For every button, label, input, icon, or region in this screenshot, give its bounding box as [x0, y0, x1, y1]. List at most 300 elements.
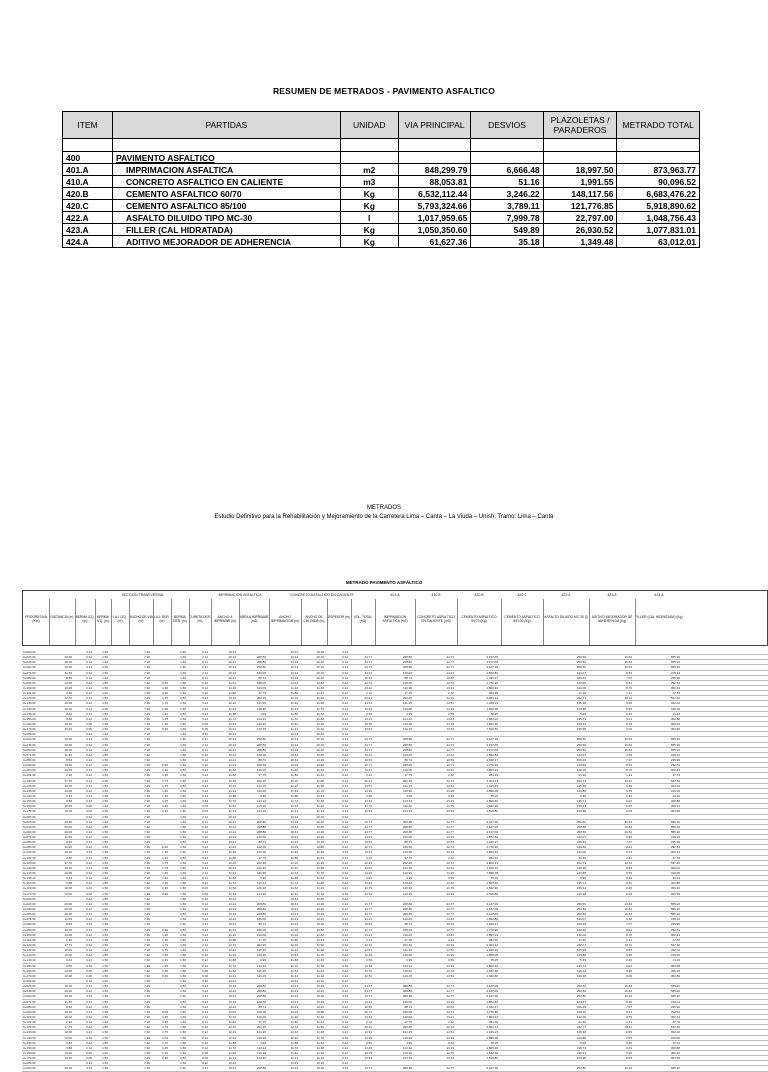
table-cell: 0.06	[86, 721, 92, 726]
table-cell: 8.61	[626, 763, 632, 768]
table-cell: 1.41	[626, 855, 632, 860]
table-cell: 208.80	[402, 742, 412, 747]
table-cell: 11.72	[290, 881, 298, 886]
table-cell: 17.75	[258, 691, 266, 696]
table-cell: 0+060.00	[23, 665, 36, 670]
detail-table	[22, 590, 768, 1071]
table-cell: 10.44	[228, 650, 236, 654]
table-cell: 0+100.00	[23, 932, 36, 937]
table-cell: 136.98	[576, 809, 586, 814]
table-cell: 14.51	[446, 701, 454, 706]
table-cell: 0.12	[342, 685, 348, 690]
table-cell: 10.44	[228, 922, 236, 927]
table-cell: 1.50	[180, 691, 186, 696]
table-cell: 1.20	[162, 768, 168, 773]
table-cell: 121.15	[402, 1030, 412, 1035]
table-cell: 0+140.00	[23, 871, 36, 876]
table-cell: 0.12	[342, 701, 348, 706]
table-cell: 0.06	[202, 968, 208, 973]
table-cell: 1.50	[102, 783, 108, 788]
table-cell: 1.50	[102, 984, 108, 989]
table-cell: 11.04	[228, 927, 236, 932]
table-cell: 2.12	[448, 1020, 454, 1025]
detail-group-label: 420.B	[474, 593, 484, 597]
table-cell: 0.12	[86, 901, 92, 906]
table-cell: 11.50	[64, 917, 72, 922]
table-cell: 20.00	[64, 819, 72, 824]
table-cell: 11.40	[228, 1014, 236, 1019]
table-cell: 0.12	[86, 752, 92, 757]
table-cell: 1,810.80	[486, 973, 498, 978]
table-cell: 7.20	[144, 768, 150, 773]
table-cell: 1.50	[102, 793, 108, 798]
detail-column-header: AREA A IMPRIMAR (m2)	[239, 615, 269, 623]
table-cell: 4.99	[406, 876, 412, 881]
table-cell: 1.50	[180, 840, 186, 845]
table-cell: 7.20	[144, 706, 150, 711]
table-cell: 0.12	[202, 691, 208, 696]
table-cell: 116.20	[403, 886, 412, 891]
table-cell: 1.50	[180, 804, 186, 809]
table-cell: 2.30	[66, 855, 72, 860]
table-cell: 16.11	[624, 1025, 632, 1030]
table-cell: 0.06	[202, 809, 208, 814]
table-cell: 1.50	[102, 989, 108, 994]
table-cell: 11.64	[316, 711, 324, 716]
detail-column-header: DISTANCIA (m)	[50, 615, 74, 619]
table-cell: 319.06	[670, 788, 680, 793]
table-row	[63, 212, 700, 224]
table-cell: 0.12	[342, 850, 348, 855]
table-cell: 0+000.00	[23, 814, 36, 819]
table-cell: 0.12	[202, 855, 208, 860]
row-desc: FILLER (CAL HIDRATADA)	[126, 224, 233, 235]
table-cell: 0+130.00	[23, 865, 36, 870]
table-cell: 0.12	[342, 716, 348, 721]
column-divider	[415, 599, 416, 645]
table-cell: 129.60	[576, 845, 586, 850]
table-cell: 0+102.30	[23, 691, 36, 696]
table-cell: 292.54	[670, 763, 680, 768]
table-cell: 13.43	[446, 716, 454, 721]
table-cell: 13.24	[672, 876, 680, 881]
table-cell: 13.43	[364, 716, 372, 721]
table-cell: 242.71	[576, 943, 586, 948]
table-cell: 0.12	[86, 840, 92, 845]
table-cell: 11.90	[316, 778, 324, 783]
table-cell: 7.20	[144, 855, 150, 860]
table-cell: 9.09	[626, 809, 632, 814]
table-cell: 7.20	[144, 742, 150, 747]
table-cell: 12.22	[228, 701, 236, 706]
table-cell: 13.54	[364, 891, 372, 896]
table-cell: 208.80	[402, 912, 412, 917]
detail-column-header: BERMA IZQ. (m)	[75, 615, 95, 623]
table-cell: 14.51	[364, 701, 372, 706]
table-cell: 0.12	[202, 1004, 208, 1009]
table-cell: 0.12	[202, 752, 208, 757]
row-desc: CEMENTO ASFALTICO 85/100	[126, 200, 247, 211]
detail-column-header: ANCHO A IMPRIMAR (m)	[213, 615, 237, 623]
table-cell: 1.50	[180, 891, 186, 896]
table-cell: 1,803.94	[486, 768, 498, 773]
table-cell: 0.12	[342, 840, 348, 845]
table-cell: 1,890.08	[486, 706, 498, 711]
table-cell: 11.04	[228, 680, 236, 685]
table-cell: 12.22	[228, 783, 236, 788]
table-cell: 9.56	[626, 999, 632, 1004]
table-cell: 11.90	[316, 696, 324, 701]
table-cell: 12.71	[364, 763, 372, 768]
table-cell: 10.44	[290, 732, 298, 737]
table-cell: 0.12	[86, 927, 92, 932]
table-cell: 0.12	[342, 855, 348, 860]
table-cell: 14.29	[446, 871, 454, 876]
table-cell: 1,842.90	[486, 721, 498, 726]
table-cell: 0+140.42	[23, 1040, 36, 1045]
table-cell: 0.12	[202, 881, 208, 886]
table-cell: 0.12	[86, 742, 92, 747]
table-cell: 1,890.08	[486, 1035, 498, 1040]
detail-group-label: 420.C	[517, 593, 527, 597]
table-cell: 106.49	[576, 675, 586, 680]
table-cell: 1.20	[162, 804, 168, 809]
table-cell: 47.76	[672, 1020, 680, 1025]
table-cell: 1,810.80	[486, 727, 498, 732]
row-plaz: 148,117.56	[543, 188, 617, 200]
table-cell: 139.44	[576, 968, 586, 973]
table-cell: 10.00	[64, 953, 72, 958]
table-cell: 10.00	[64, 948, 72, 953]
table-cell: 9.26	[626, 968, 632, 973]
table-cell: 309.20	[670, 886, 680, 891]
table-cell: 14.24	[364, 670, 372, 675]
row-code: 401.A	[63, 164, 113, 176]
detail-column-header: VOL. TOTAL (m3)	[353, 615, 373, 623]
table-cell: 1,803.40	[486, 881, 498, 886]
table-cell: 1.50	[102, 670, 108, 675]
table-cell: 11.88	[290, 1040, 298, 1045]
table-cell: 1,320.37	[486, 840, 498, 845]
table-cell: 8.61	[626, 1009, 632, 1014]
table-cell: 0.12	[342, 788, 348, 793]
table-cell: 1.50	[102, 1061, 108, 1066]
table-cell: 114.15	[257, 809, 266, 814]
table-cell: 1,803.40	[486, 799, 498, 804]
table-cell: 7.20	[144, 1009, 150, 1014]
table-cell: 1.50	[102, 948, 108, 953]
header-unidad: UNIDAD	[340, 112, 398, 139]
table-cell: 1.50	[102, 1040, 108, 1045]
table-cell: 116.20	[257, 721, 266, 726]
table-cell: 555.20	[670, 984, 680, 989]
table-cell: 208.80	[256, 989, 266, 994]
table-cell: 108.00	[256, 763, 266, 768]
table-cell: 116.20	[403, 804, 412, 809]
table-cell: 14.51	[364, 865, 372, 870]
table-cell: 7.07	[626, 675, 632, 680]
table-cell: 113.12	[257, 799, 266, 804]
table-cell: 202.26	[402, 778, 412, 783]
table-cell: 11.72	[228, 1045, 236, 1050]
table-cell: 11.04	[290, 763, 298, 768]
table-cell: 7.20	[144, 1014, 150, 1019]
table-cell: 1,852.80	[486, 670, 498, 675]
table-cell: 0.12	[202, 860, 208, 865]
table-cell: 0.12	[86, 855, 92, 860]
table-cell: 208.80	[256, 655, 266, 660]
table-cell: 0.12	[86, 650, 92, 654]
table-cell: 12.22	[290, 701, 298, 706]
table-cell: 0.06	[202, 727, 208, 732]
table-cell: 1.50	[180, 912, 186, 917]
table-cell: 88.74	[404, 757, 412, 762]
row-total: 63,012.01	[617, 236, 700, 248]
table-cell: 16.64	[624, 912, 632, 917]
table-cell: 13.54	[364, 1056, 372, 1061]
table-cell: 1.50	[102, 891, 108, 896]
table-cell: 1.50	[180, 927, 186, 932]
table-cell: 10.44	[228, 670, 236, 675]
table-cell: 16.64	[624, 901, 632, 906]
table-cell: 0+160.00	[23, 886, 36, 891]
table-cell: 0.12	[342, 1014, 348, 1019]
table-cell: 24.77	[364, 742, 372, 747]
table-cell: 1.50	[180, 778, 186, 783]
table-cell: 1.25	[162, 716, 168, 721]
column-divider	[375, 599, 376, 645]
table-cell: 0+170.00	[23, 891, 36, 896]
table-cell: 0+140.42	[23, 958, 36, 963]
table-cell: 4.99	[260, 793, 266, 798]
table-cell: 11.94	[228, 706, 236, 711]
table-cell: 1.40	[162, 876, 168, 881]
table-cell: 0.12	[202, 675, 208, 680]
table-cell: 3,004.24	[486, 943, 498, 948]
table-cell: 11.48	[316, 1045, 324, 1050]
table-cell: 0.12	[86, 706, 92, 711]
table-cell: 4.99	[406, 958, 412, 963]
table-cell: 303.60	[670, 973, 680, 978]
table-cell: 110.00	[403, 932, 412, 937]
table-cell: 1,949.15	[486, 701, 498, 706]
table-cell: 132.00	[576, 850, 586, 855]
table-cell: 250.56	[576, 660, 586, 665]
row-code: 410.A	[63, 176, 113, 188]
table-cell: 0.12	[342, 793, 348, 798]
table-cell: 10.20	[316, 819, 324, 824]
table-cell: 0.12	[202, 1040, 208, 1045]
table-cell: 88.74	[404, 1004, 412, 1009]
table-cell: 0.12	[86, 665, 92, 670]
table-cell: 24.77	[364, 901, 372, 906]
table-cell: 11.94	[290, 706, 298, 711]
table-cell: 3,004.24	[486, 860, 498, 865]
table-cell: 1.50	[180, 979, 186, 983]
table-cell: 7.20	[144, 793, 150, 798]
table-cell: 1.50	[180, 1004, 186, 1009]
table-cell: 14.24	[446, 917, 454, 922]
table-cell: 1.50	[102, 943, 108, 948]
table-cell: 242.71	[576, 860, 586, 865]
row-desvios: 7,999.78	[471, 212, 543, 224]
table-cell: 1.50	[180, 1025, 186, 1030]
table-cell: 10.00	[64, 685, 72, 690]
table-cell: 10.20	[316, 650, 324, 654]
table-cell: 0.12	[342, 732, 348, 737]
detail-group-label: 410.A	[431, 593, 441, 597]
table-cell: 17.70	[64, 778, 72, 783]
table-cell: 12.10	[228, 778, 236, 783]
table-cell: 7.20	[144, 1004, 150, 1009]
table-cell: 0.12	[86, 783, 92, 788]
table-cell: 1.30	[162, 855, 168, 860]
table-cell: 0.12	[342, 752, 348, 757]
table-cell: 208.80	[402, 994, 412, 999]
table-cell: 0.12	[342, 747, 348, 752]
table-cell: 0.60	[162, 680, 168, 685]
table-cell: 1.50	[102, 835, 108, 840]
table-cell: 250.56	[576, 737, 586, 742]
row-plaz: 1,991.55	[543, 176, 617, 188]
table-cell: 0+140.42	[23, 793, 36, 798]
table-cell: 24.77	[446, 824, 454, 829]
table-cell: 10.20	[316, 747, 324, 752]
table-cell: 1.25	[162, 963, 168, 968]
table-cell: 20.00	[64, 742, 72, 747]
table-cell: 0.06	[86, 804, 92, 809]
table-cell: 121.15	[256, 948, 266, 953]
table-cell: 0.12	[342, 948, 348, 953]
table-cell: 0.12	[86, 732, 92, 737]
table-cell: 11.72	[290, 1045, 298, 1050]
table-cell: 108.00	[402, 927, 412, 932]
table-cell: 108.00	[256, 1009, 266, 1014]
table-cell: 0.12	[342, 824, 348, 829]
table-cell: 2.12	[448, 937, 454, 942]
table-cell: 10.44	[228, 917, 236, 922]
table-cell: 9.01	[626, 881, 632, 886]
table-cell: 22.31	[446, 696, 454, 701]
table-cell: 250.56	[576, 901, 586, 906]
table-cell: 21.30	[578, 773, 586, 778]
table-cell: 0.12	[342, 742, 348, 747]
table-cell: 14.24	[364, 917, 372, 922]
table-cell: 3,107.09	[486, 742, 498, 747]
table-cell: 208.80	[256, 829, 266, 834]
table-cell: 1.50	[102, 999, 108, 1004]
table-cell: 13.41	[364, 932, 372, 937]
column-divider	[189, 599, 190, 645]
table-cell: 121.15	[256, 701, 266, 706]
table-cell: 302.24	[670, 932, 680, 937]
table-cell: 1.50	[102, 1030, 108, 1035]
table-cell: 14.29	[446, 1035, 454, 1040]
table-cell: 13.79	[364, 886, 372, 891]
table-cell: 1.50	[180, 1050, 186, 1055]
table-cell: 1.75	[162, 1030, 168, 1035]
table-cell: 0.12	[202, 747, 208, 752]
table-row	[63, 200, 700, 212]
table-cell: 1.50	[102, 665, 108, 670]
table-cell: 1.50	[102, 855, 108, 860]
table-cell: 1.50	[180, 793, 186, 798]
table-cell: 7.20	[144, 778, 150, 783]
table-cell: 1.50	[102, 881, 108, 886]
table-cell: 235.96	[670, 922, 680, 927]
table-cell: 132.00	[576, 932, 586, 937]
table-cell: 14.29	[364, 706, 372, 711]
table-cell: 0.59	[448, 711, 454, 716]
table-cell: 208.80	[256, 824, 266, 829]
table-cell: 0.12	[86, 958, 92, 963]
table-cell: 322.02	[670, 865, 680, 870]
table-cell: 13.54	[446, 891, 454, 896]
table-cell: 1.50	[180, 829, 186, 834]
table-cell: 284.36	[488, 1020, 498, 1025]
table-cell: 0+020.00	[23, 984, 36, 989]
table-cell: 0+000.00	[23, 650, 36, 654]
table-cell: 9.56	[626, 917, 632, 922]
table-cell: 1.50	[180, 994, 186, 999]
table-cell: 1.40	[162, 711, 168, 716]
table-cell: 0.12	[342, 845, 348, 850]
table-cell: 1.50	[180, 701, 186, 706]
table-cell: 0.12	[202, 706, 208, 711]
table-cell: 1.50	[180, 1030, 186, 1035]
table-cell: 1,810.80	[486, 809, 498, 814]
table-cell: 7.20	[144, 670, 150, 675]
table-cell: 20.00	[64, 901, 72, 906]
table-cell: 1.25	[162, 799, 168, 804]
table-cell: 10.44	[228, 901, 236, 906]
table-cell: 10.20	[316, 979, 324, 983]
table-cell: 4.99	[260, 876, 266, 881]
table-cell: 0.12	[342, 958, 348, 963]
table-cell: 20.00	[64, 747, 72, 752]
table-cell: 1.50	[180, 819, 186, 824]
table-cell: 537.40	[670, 778, 680, 783]
table-cell: 0.12	[342, 1056, 348, 1061]
table-cell: 1,890.08	[486, 953, 498, 958]
table-cell: 1.50	[102, 716, 108, 721]
table-cell: 250.56	[576, 655, 586, 660]
table-cell: 0.12	[86, 660, 92, 665]
row-total: 1,048,756.43	[617, 212, 700, 224]
table-cell: 13.24	[672, 958, 680, 963]
row-plaz: 22,797.00	[543, 212, 617, 224]
table-cell: 11.72	[290, 716, 298, 721]
table-cell: 1.50	[180, 670, 186, 675]
table-cell: 7.20	[144, 691, 150, 696]
table-cell: 250.56	[576, 665, 586, 670]
table-cell: 0.12	[342, 799, 348, 804]
table-cell: 21.30	[578, 1020, 586, 1025]
table-cell: 10.20	[316, 752, 324, 757]
table-cell: 11.72	[290, 799, 298, 804]
table-cell: 302.24	[670, 768, 680, 773]
table-cell: 10.44	[228, 732, 236, 737]
table-cell: 12.71	[364, 680, 372, 685]
table-cell: 3,107.09	[486, 989, 498, 994]
table-cell: 143.88	[576, 953, 586, 958]
table-cell: 10.44	[228, 665, 236, 670]
table-cell: 11.64	[316, 937, 324, 942]
table-cell: 22.31	[364, 1025, 372, 1030]
table-cell: 0.12	[86, 701, 92, 706]
table-cell: 1.40	[162, 793, 168, 798]
row-code: 420.B	[63, 188, 113, 200]
